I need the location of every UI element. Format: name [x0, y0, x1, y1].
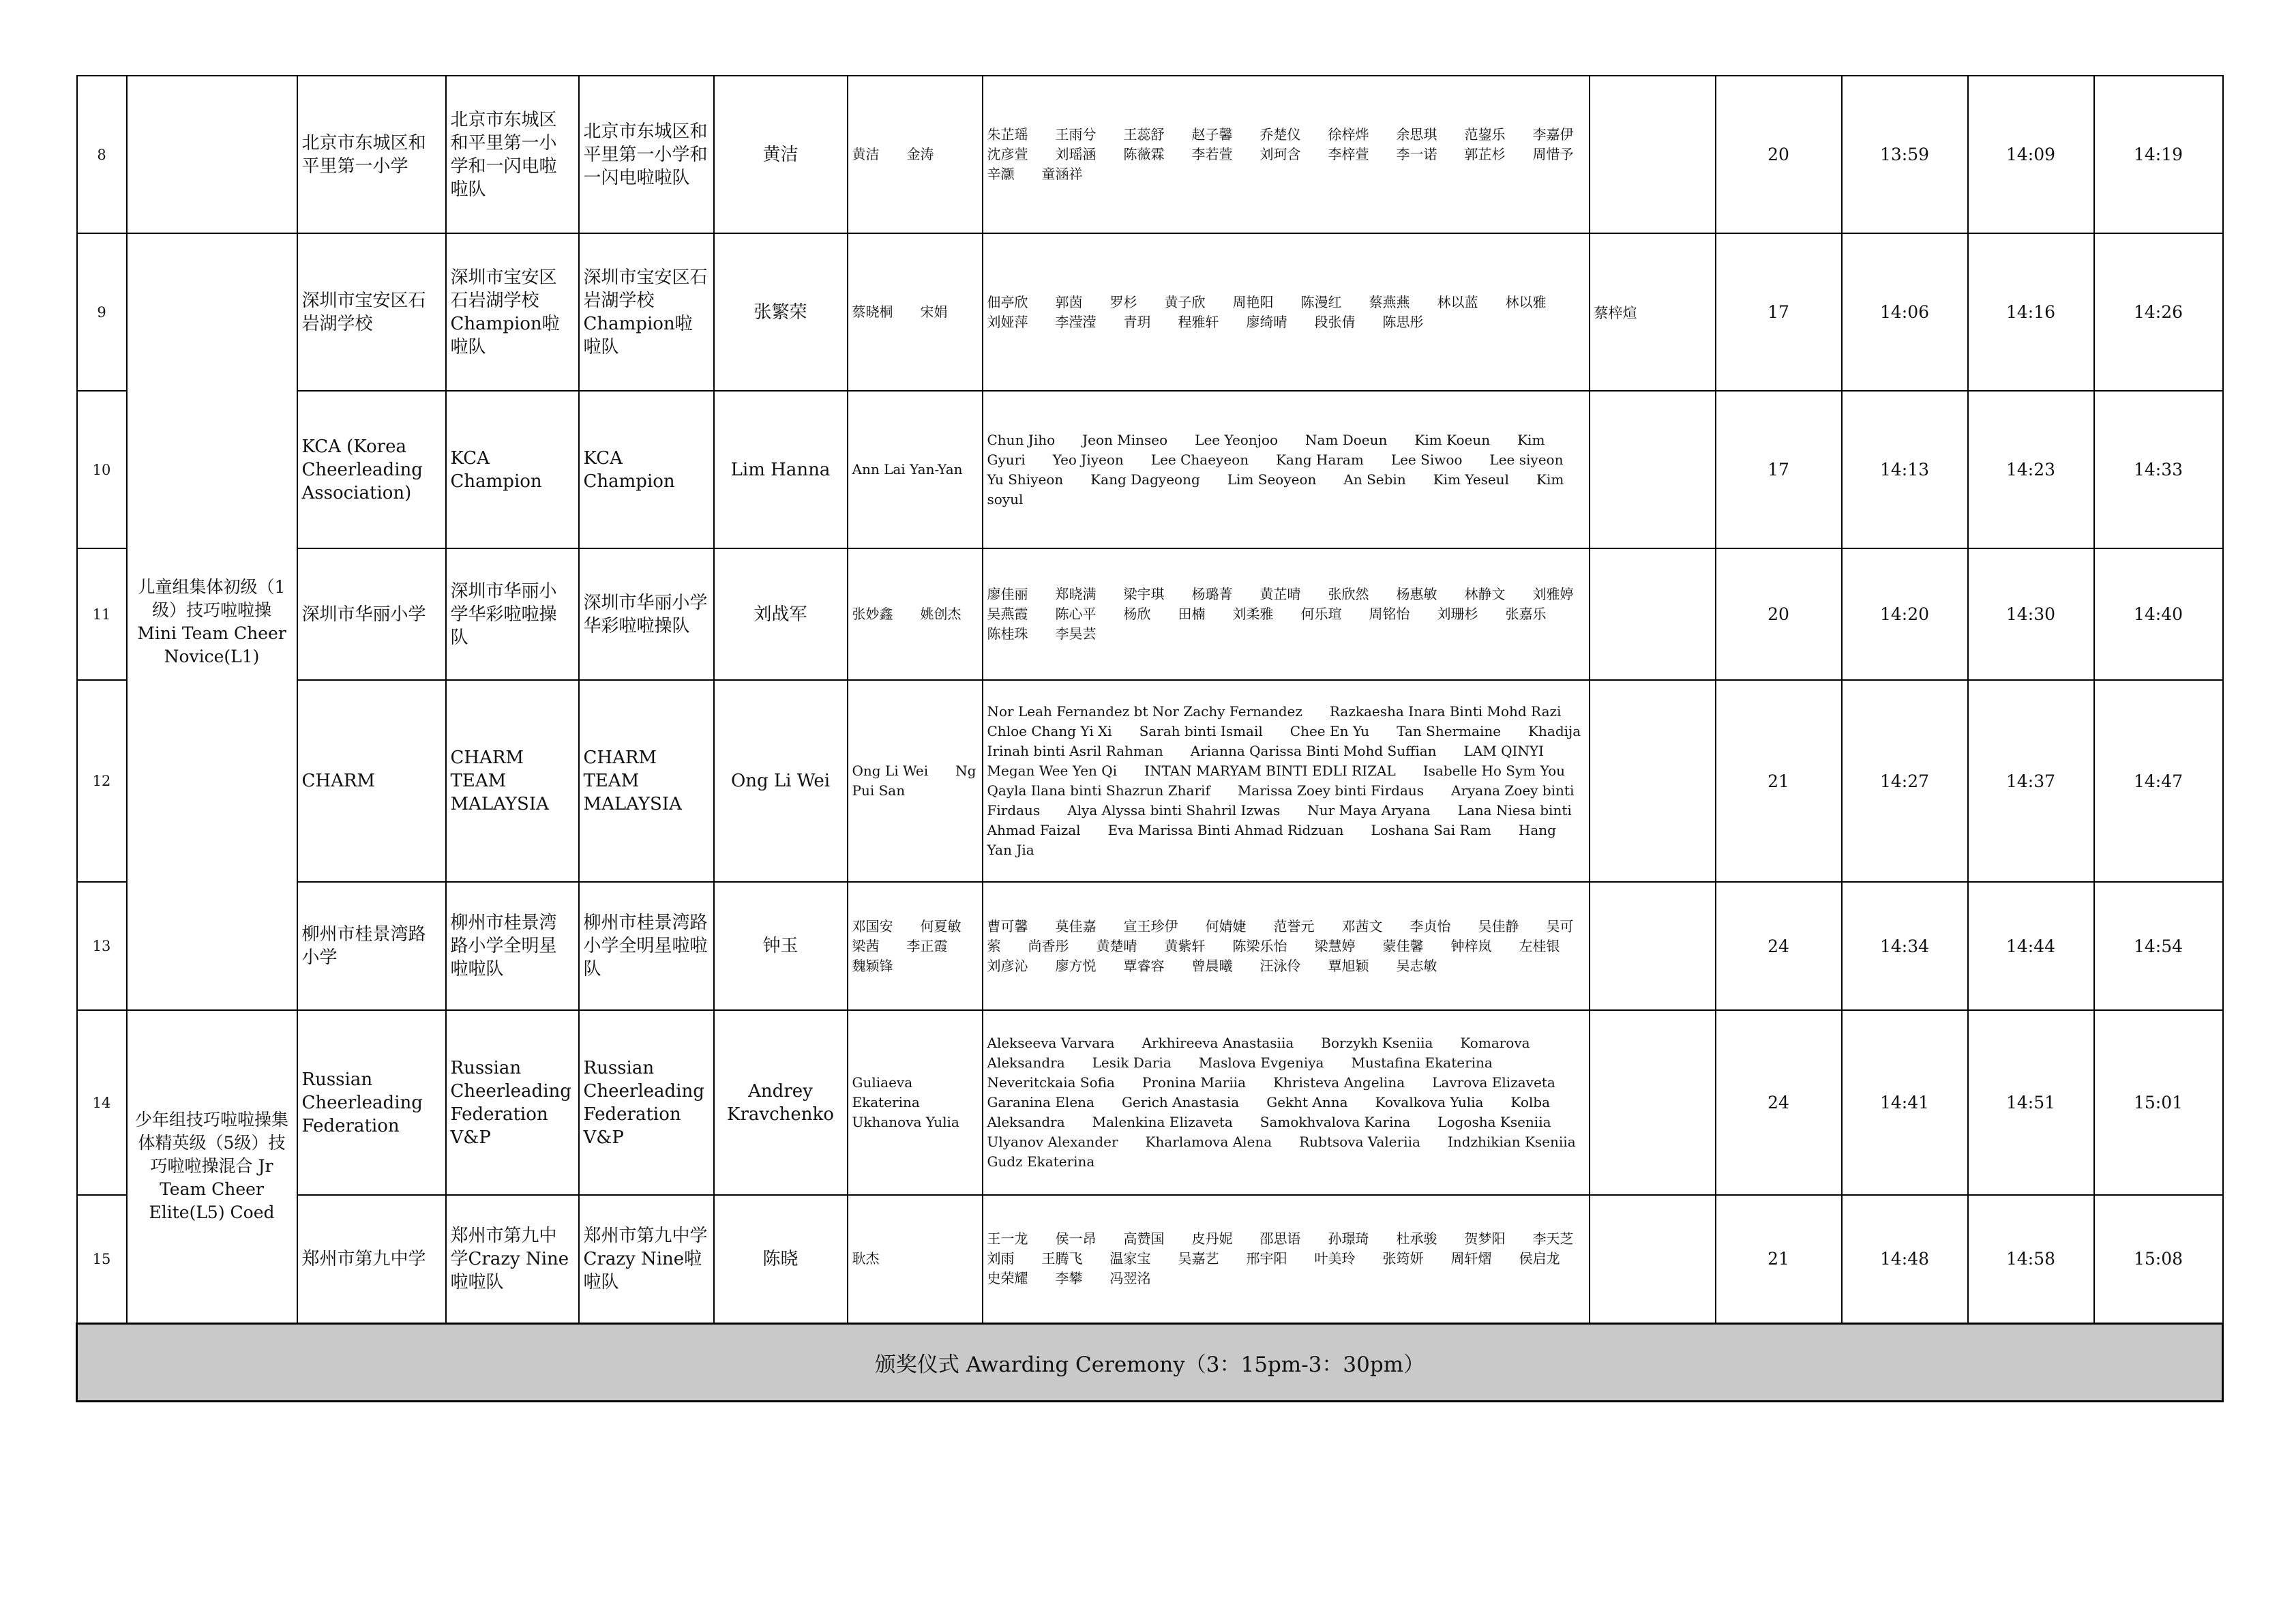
row-number: 15	[77, 1195, 127, 1323]
table-row	[77, 882, 2223, 1010]
time-1-cell: 13:59	[1842, 76, 1968, 233]
assistants-cell: 黄洁 金涛	[848, 76, 983, 233]
count-cell: 17	[1716, 391, 1842, 548]
award-ceremony-row	[77, 1323, 2223, 1401]
time-2-cell: 14:58	[1968, 1195, 2094, 1323]
organization-cell: CHARM	[297, 680, 446, 882]
time-1-cell: 14:41	[1842, 1010, 1968, 1195]
row-number: 13	[77, 882, 127, 1010]
members-cell: 朱芷瑶 王雨兮 王蕊舒 赵子馨 乔楚仪 徐梓烨 余思琪 范鋆乐 李嘉伊 沈彦萱 刘瑶涵 陈薇霖 李若萱 刘珂含 李梓萱 李一诺 郭芷杉 周惜予 辛灏 童涵祥	[983, 76, 1590, 233]
assistants-cell: Ann Lai Yan-Yan	[848, 391, 983, 548]
table-row	[77, 391, 2223, 548]
row-number: 8	[77, 76, 127, 233]
time-3-cell: 15:08	[2094, 1195, 2223, 1323]
time-2-cell: 14:51	[1968, 1010, 2094, 1195]
time-2-cell: 14:37	[1968, 680, 2094, 882]
alternate-cell	[1590, 391, 1716, 548]
time-1-cell: 14:06	[1842, 233, 1968, 391]
team-name-cell: Russian Cheerleading Federation V&P	[446, 1010, 579, 1195]
time-1-cell: 14:20	[1842, 548, 1968, 680]
organization-cell: 柳州市桂景湾路小学	[297, 882, 446, 1010]
coach-cell: 刘战军	[714, 548, 848, 680]
team-name-alt-cell: CHARM TEAM MALAYSIA	[579, 680, 714, 882]
coach-cell: Lim Hanna	[714, 391, 848, 548]
count-cell: 21	[1716, 1195, 1842, 1323]
coach-cell: 张繁荣	[714, 233, 848, 391]
time-2-cell: 14:16	[1968, 233, 2094, 391]
assistants-cell: Ong Li Wei Ng Pui San	[848, 680, 983, 882]
table-row	[77, 548, 2223, 680]
time-3-cell: 14:47	[2094, 680, 2223, 882]
award-ceremony-time: （3：15pm-3：30pm）	[1184, 1352, 1425, 1377]
alternate-cell	[1590, 680, 1716, 882]
assistants-cell: Guliaeva Ekaterina Ukhanova Yulia	[848, 1010, 983, 1195]
team-name-alt-cell: 北京市东城区和平里第一小学和一闪电啦啦队	[579, 76, 714, 233]
alternate-cell	[1590, 882, 1716, 1010]
table-row	[77, 233, 2223, 391]
team-name-cell: KCA Champion	[446, 391, 579, 548]
time-3-cell: 14:33	[2094, 391, 2223, 548]
alternate-cell	[1590, 548, 1716, 680]
time-2-cell: 14:30	[1968, 548, 2094, 680]
time-2-cell: 14:09	[1968, 76, 2094, 233]
organization-cell: 深圳市华丽小学	[297, 548, 446, 680]
team-name-alt-cell: 柳州市桂景湾路小学全明星啦啦队	[579, 882, 714, 1010]
award-ceremony-label: 颁奖仪式 Awarding Ceremony	[874, 1352, 1185, 1377]
organization-cell: 北京市东城区和平里第一小学	[297, 76, 446, 233]
category-cell: 少年组技巧啦啦操集体精英级（5级）技巧啦啦操混合 Jr Team Cheer Elite(L5) Coed	[127, 1010, 297, 1323]
time-2-cell: 14:23	[1968, 391, 2094, 548]
time-1-cell: 14:48	[1842, 1195, 1968, 1323]
team-name-cell: 深圳市华丽小学华彩啦啦操队	[446, 548, 579, 680]
time-3-cell: 14:54	[2094, 882, 2223, 1010]
table-row	[77, 1010, 2223, 1195]
time-3-cell: 15:01	[2094, 1010, 2223, 1195]
time-1-cell: 14:13	[1842, 391, 1968, 548]
team-name-alt-cell: Russian Cheerleading Federation V&P	[579, 1010, 714, 1195]
row-number: 9	[77, 233, 127, 391]
coach-cell: Ong Li Wei	[714, 680, 848, 882]
coach-cell: Andrey Kravchenko	[714, 1010, 848, 1195]
table-row	[77, 680, 2223, 882]
team-name-cell: CHARM TEAM MALAYSIA	[446, 680, 579, 882]
time-2-cell: 14:44	[1968, 882, 2094, 1010]
team-name-cell: 柳州市桂景湾路小学全明星啦啦队	[446, 882, 579, 1010]
row-number: 10	[77, 391, 127, 548]
members-cell: Alekseeva Varvara Arkhireeva Anastasiia Borzykh Kseniia Komarova Aleksandra Lesik Daria Maslova Evgeniya Mustafina Ekaterina Neveritckaia Sofia Pronina Mariia Khristeva Angelina Lavrova Elizaveta Garanina Elena Gerich Anastasia Gekht Anna Kovalkova Yulia Kolba Aleksandra Malenkina Elizaveta Samokhvalova Karina Logosha Kseniia Ulyanov Alexander Kharlamova Alena Rubtsova Valeriia Indzhikian Kseniia Gudz Ekaterina	[983, 1010, 1590, 1195]
count-cell: 21	[1716, 680, 1842, 882]
table-row	[77, 76, 2223, 233]
alternate-cell: 蔡梓煊	[1590, 233, 1716, 391]
team-name-alt-cell: KCA Champion	[579, 391, 714, 548]
members-cell: 廖佳丽 郑晓满 梁宇琪 杨璐菁 黄芷晴 张欣然 杨惠敏 林静文 刘雅婷 吴燕霞 陈心平 杨欣 田楠 刘柔雅 何乐瑄 周铭怡 刘珊杉 张嘉乐 陈桂珠 李昊芸	[983, 548, 1590, 680]
award-ceremony-banner	[77, 1323, 2223, 1401]
organization-cell: KCA (Korea Cheerleading Association)	[297, 391, 446, 548]
time-3-cell: 14:40	[2094, 548, 2223, 680]
organization-cell: 郑州市第九中学	[297, 1195, 446, 1323]
count-cell: 24	[1716, 1010, 1842, 1195]
count-cell: 20	[1716, 548, 1842, 680]
organization-cell: 深圳市宝安区石岩湖学校	[297, 233, 446, 391]
members-cell: Chun Jiho Jeon Minseo Lee Yeonjoo Nam Doeun Kim Koeun Kim Gyuri Yeo Jiyeon Lee Chaeyeon Kang Haram Lee Siwoo Lee siyeon Yu Shiyeon Kang Dagyeong Lim Seoyeon An Sebin Kim Yeseul Kim soyul	[983, 391, 1590, 548]
team-name-cell: 深圳市宝安区石岩湖学校Champion啦啦队	[446, 233, 579, 391]
table-row	[77, 1195, 2223, 1323]
alternate-cell	[1590, 1195, 1716, 1323]
alternate-cell	[1590, 1010, 1716, 1195]
time-3-cell: 14:19	[2094, 76, 2223, 233]
members-cell: Nor Leah Fernandez bt Nor Zachy Fernandez Razkaesha Inara Binti Mohd Razi Chloe Chang Yi Xi Sarah binti Ismail Chee En Yu Tan Shermaine Khadija Irinah binti Asril Rahman Arianna Qarissa Binti Mohd Suffian LAM QINYI Megan Wee Yen Qi INTAN MARYAM BINTI EDLI RIZAL Isabelle Ho Sym You Qayla Ilana binti Shazrun Zharif Marissa Zoey binti Firdaus Aryana Zoey binti Firdaus Alya Alyssa binti Shahril Izwas Nur Maya Aryana Lana Niesa binti Ahmad Faizal Eva Marissa Binti Ahmad Ridzuan Loshana Sai Ram Hang Yan Jia	[983, 680, 1590, 882]
coach-cell: 黄洁	[714, 76, 848, 233]
coach-cell: 陈晓	[714, 1195, 848, 1323]
count-cell: 20	[1716, 76, 1842, 233]
time-1-cell: 14:34	[1842, 882, 1968, 1010]
assistants-cell: 蔡晓桐 宋娟	[848, 233, 983, 391]
category-cell-blank	[127, 76, 297, 233]
alternate-cell	[1590, 76, 1716, 233]
members-cell: 王一龙 侯一昂 高赞国 皮丹妮 邵思语 孙璟琦 杜承骏 贺梦阳 李天芝 刘雨 王腾飞 温家宝 吴嘉艺 邢宇阳 叶美玲 张筠妍 周轩熠 侯启龙 史荣耀 李攀 冯翌洺	[983, 1195, 1590, 1323]
time-1-cell: 14:27	[1842, 680, 1968, 882]
organization-cell: Russian Cheerleading Federation	[297, 1010, 446, 1195]
row-number: 14	[77, 1010, 127, 1195]
category-cell: 儿童组集体初级（1级）技巧啦啦操 Mini Team Cheer Novice(L1)	[127, 233, 297, 1010]
row-number: 11	[77, 548, 127, 680]
time-3-cell: 14:26	[2094, 233, 2223, 391]
row-number: 12	[77, 680, 127, 882]
team-name-alt-cell: 深圳市宝安区石岩湖学校Champion啦啦队	[579, 233, 714, 391]
assistants-cell: 耿杰	[848, 1195, 983, 1323]
team-name-alt-cell: 深圳市华丽小学华彩啦啦操队	[579, 548, 714, 680]
members-cell: 曹可馨 莫佳嘉 宣王珍伊 何婧婕 范誉元 邓茜文 李贞怡 吴佳静 吴可萦 尚香彤 黄楚晴 黄紫轩 陈梁乐怡 梁慧婷 蒙佳馨 钟梓岚 左桂银 刘彦沁 廖方悦 覃睿容 曾晨曦 汪泳伶 覃旭颖 吴志敏	[983, 882, 1590, 1010]
count-cell: 17	[1716, 233, 1842, 391]
team-name-cell: 北京市东城区和平里第一小学和一闪电啦啦队	[446, 76, 579, 233]
team-name-cell: 郑州市第九中学Crazy Nine啦啦队	[446, 1195, 579, 1323]
count-cell: 24	[1716, 882, 1842, 1010]
schedule-table	[76, 75, 2224, 1402]
members-cell: 佃亭欣 郭茵 罗杉 黄子欣 周艳阳 陈漫红 蔡燕燕 林以蓝 林以雅 刘娅萍 李滢滢 青玥 程雅轩 廖绮晴 段张倩 陈思彤	[983, 233, 1590, 391]
assistants-cell: 邓国安 何夏敏 梁茜 李正霞 魏颖锋	[848, 882, 983, 1010]
coach-cell: 钟玉	[714, 882, 848, 1010]
team-name-alt-cell: 郑州市第九中学Crazy Nine啦啦队	[579, 1195, 714, 1323]
assistants-cell: 张妙鑫 姚创杰	[848, 548, 983, 680]
